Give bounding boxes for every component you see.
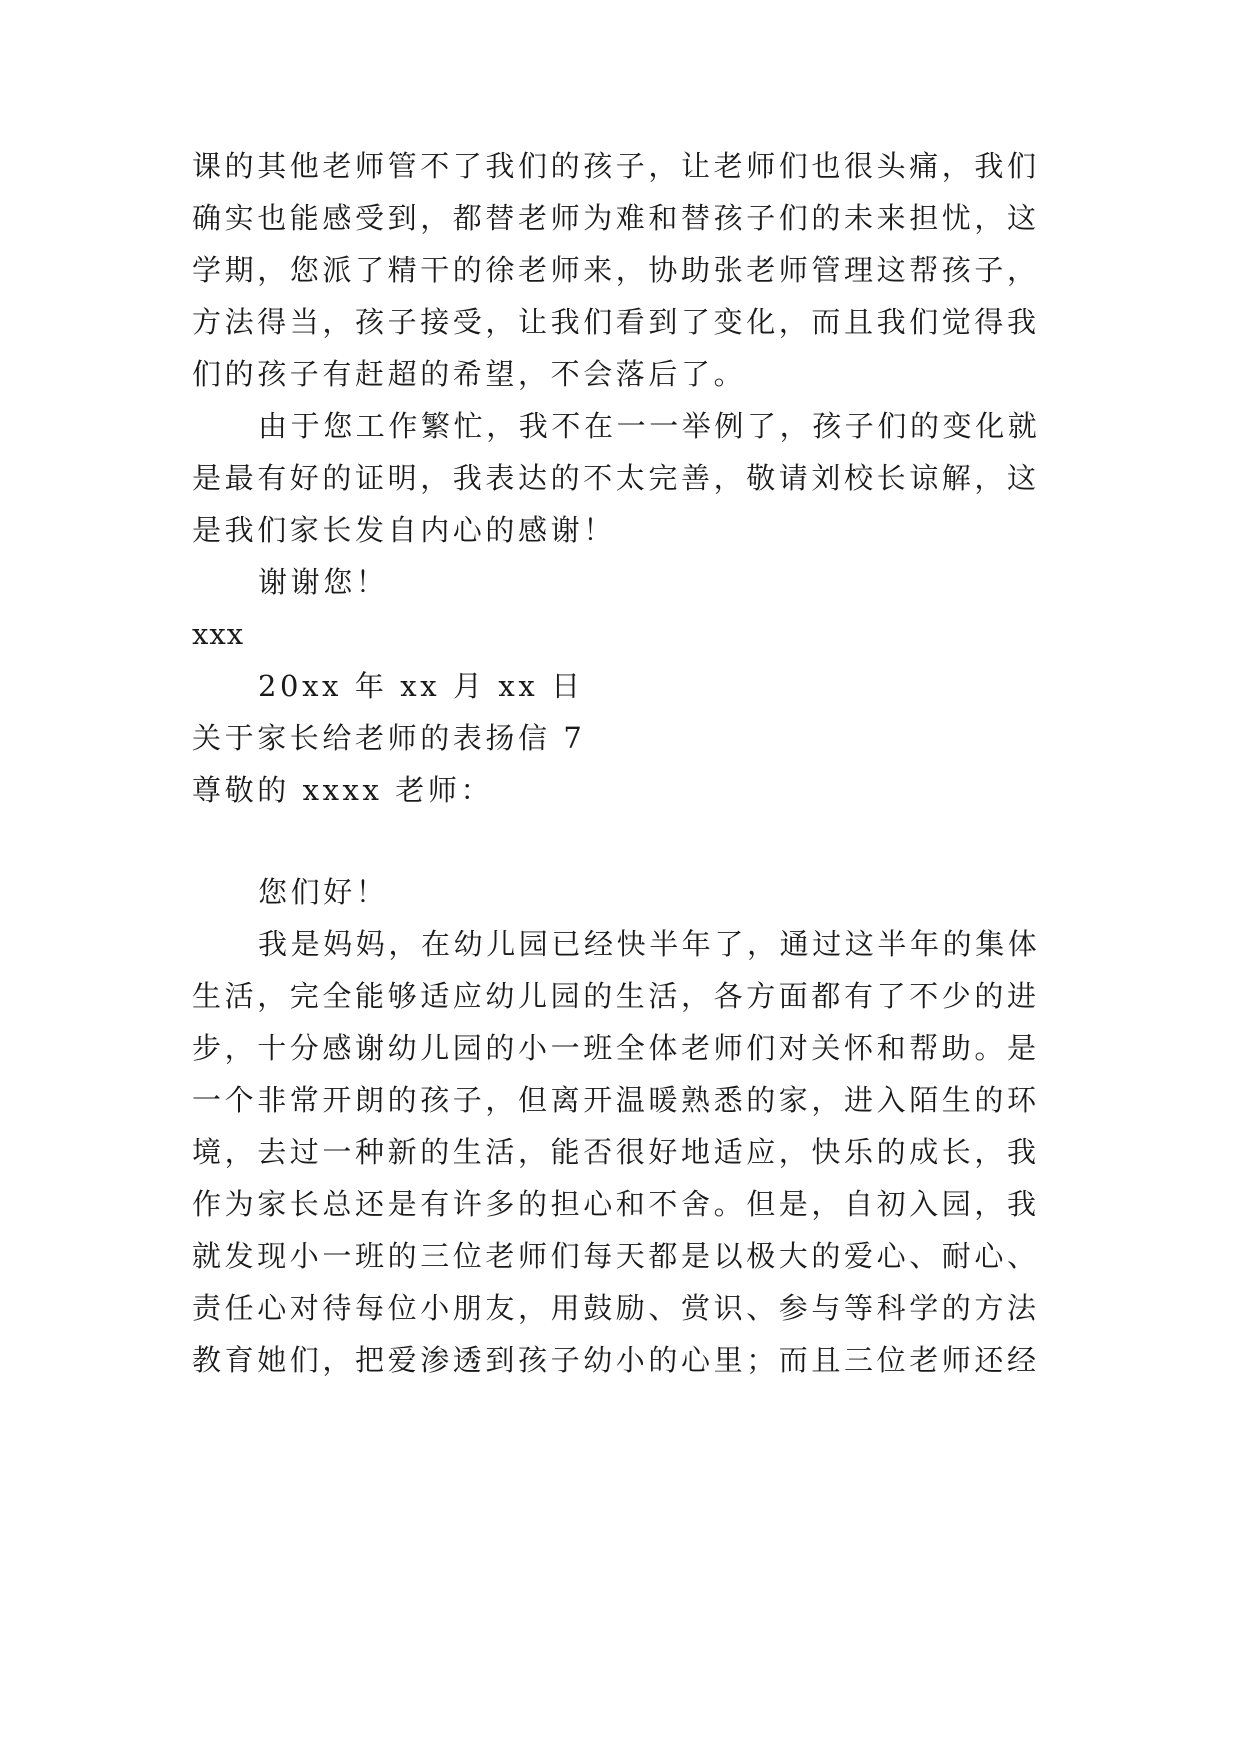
paragraph-line: 学期，您派了精干的徐老师来，协助张老师管理这帮孩子， (192, 253, 1040, 287)
paragraph-line: 境，去过一种新的生活，能否很好地适应，快乐的成长，我 (192, 1135, 1040, 1169)
signature-name: xxx (192, 617, 245, 651)
paragraph-line: 一个非常开朗的孩子，但离开温暖熟悉的家，进入陌生的环 (192, 1083, 1040, 1117)
paragraph-line: 责任心对待每位小朋友，用鼓励、赏识、参与等科学的方法 (192, 1291, 1040, 1325)
paragraph-line: 方法得当，孩子接受，让我们看到了变化，而且我们觉得我 (192, 305, 1040, 339)
greeting: 您们好！ (258, 875, 389, 909)
signature-date: 20xx 年 xx 月 xx 日 (258, 669, 584, 703)
paragraph-line: 是最有好的证明，我表达的不太完善，敬请刘校长谅解，这 (192, 461, 1040, 495)
paragraph-line: 确实也能感受到，都替老师为难和替孩子们的未来担忧，这 (192, 201, 1040, 235)
paragraph-line: 教育她们，把爱渗透到孩子幼小的心里；而且三位老师还经 (192, 1343, 1040, 1377)
paragraph-line: 我是妈妈，在幼儿园已经快半年了，通过这半年的集体 (258, 927, 1041, 961)
paragraph-line: 由于您工作繁忙，我不在一一举例了，孩子们的变化就 (258, 409, 1041, 443)
paragraph-line: 是我们家长发自内心的感谢！ (192, 513, 616, 547)
letter-salutation: 尊敬的 xxxx 老师： (192, 773, 494, 807)
paragraph-line: 课的其他老师管不了我们的孩子，让老师们也很头痛，我们 (192, 149, 1040, 183)
paragraph-line: 步，十分感谢幼儿园的小一班全体老师们对关怀和帮助。是 (192, 1031, 1040, 1065)
paragraph-line: 生活，完全能够适应幼儿园的生活，各方面都有了不少的进 (192, 979, 1040, 1013)
paragraph-line: 就发现小一班的三位老师们每天都是以极大的爱心、耐心、 (192, 1239, 1040, 1273)
paragraph-line: 们的孩子有赶超的希望，不会落后了。 (192, 357, 747, 391)
letter-title: 关于家长给老师的表扬信 7 (192, 721, 586, 755)
paragraph-line: 作为家长总还是有许多的担心和不舍。但是，自初入园，我 (192, 1187, 1040, 1221)
closing-thanks: 谢谢您！ (258, 565, 389, 599)
